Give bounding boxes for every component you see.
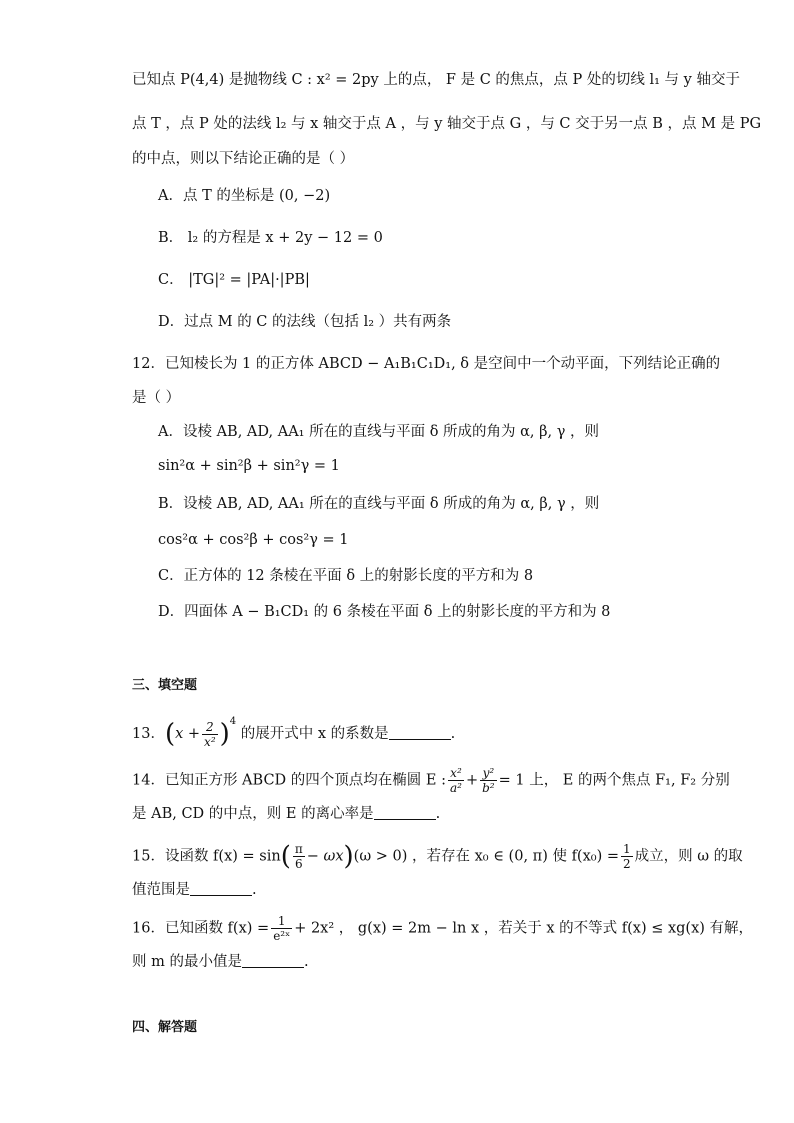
- q15-left-paren: (: [280, 841, 291, 872]
- q13-answer-blank[interactable]: [389, 725, 451, 740]
- q16-line2-text: 则 m 的最小值是: [132, 954, 242, 970]
- q15-pi-den: 6: [294, 857, 303, 871]
- q15-right-paren: ): [343, 841, 354, 872]
- q14-f1-den: a²: [449, 781, 462, 795]
- q14-plus: +: [465, 772, 479, 789]
- q12-option-a: A．设棱 AB, AD, AA₁ 所在的直线与平面 δ 所成的角为 α, β, γ ，则: [158, 424, 600, 440]
- q11-option-c: C． |TG|² = |PA|·|PB|: [158, 272, 310, 288]
- q15-line1: [132, 842, 743, 871]
- q15-pi-num: π: [294, 842, 303, 856]
- q12-option-d: D．四面体 A − B₁CD₁ 的 6 条棱在平面 δ 上的射影长度的平方和为 8: [158, 604, 611, 620]
- q15-half-num: 1: [623, 842, 631, 856]
- q13-post: 的展开式中 x 的系数是: [240, 726, 389, 742]
- q16-frac-num: 1: [277, 914, 286, 928]
- q11-option-b: B． l₂ 的方程是 x + 2y − 12 = 0: [158, 230, 383, 246]
- q12-option-b-formula: cos²α + cos²β + cos²γ = 1: [158, 532, 349, 548]
- q15-fraction-pi: [293, 842, 305, 871]
- q15-half-den: 2: [623, 857, 631, 871]
- q11-option-d: D．过点 M 的 C 的法线（包括 l₂ ）共有两条: [158, 314, 452, 330]
- q11-line1: 已知点 P(4,4) 是抛物线 C : x² = 2py 上的点， F 是 C 的焦点，点 P 处的切线 l₁ 与 y 轴交于: [132, 72, 740, 88]
- q14-end: .: [435, 806, 441, 822]
- q12-line1: 12．已知棱长为 1 的正方体 ABCD − A₁B₁C₁D₁, δ 是空间中一个动平面，下列结论正确的: [132, 356, 721, 372]
- q14-f2-num: y²: [482, 766, 495, 780]
- q14-line1: [132, 766, 730, 795]
- q13-left-paren: (: [164, 719, 176, 749]
- q11-option-a: A．点 T 的坐标是 (0, −2): [158, 188, 331, 204]
- q15-fraction-half: [621, 842, 633, 871]
- q15-line2-text: 值范围是: [132, 882, 190, 898]
- q11-line3: 的中点，则以下结论正确的是（ ）: [132, 151, 355, 167]
- q15-end: .: [252, 882, 257, 898]
- q16-post: + 2x² ， g(x) = 2m − ln x ，若关于 x 的不等式 f(x) ≤ xg(x) 有解，: [294, 920, 754, 937]
- q16-fraction: [271, 914, 292, 943]
- section-answer-title: 四、解答题: [132, 1020, 198, 1035]
- q13-end: .: [450, 726, 456, 742]
- q14-fraction-y: [480, 766, 497, 795]
- q12-line2: 是（ ）: [132, 390, 181, 406]
- q14-answer-blank[interactable]: [374, 805, 436, 820]
- q16-frac-den: e²ˣ: [273, 929, 291, 943]
- q14-line2: [132, 804, 440, 824]
- q16-end: .: [303, 954, 309, 970]
- q13-number: 13．: [132, 726, 165, 742]
- q13-pre: x +: [175, 726, 201, 742]
- q13: [132, 712, 455, 749]
- q16-line1: [132, 914, 753, 943]
- q16-pre: 16．已知函数 f(x) =: [132, 920, 270, 937]
- q15-answer-blank[interactable]: [190, 881, 252, 896]
- q12-option-a-formula: sin²α + sin²β + sin²γ = 1: [158, 458, 340, 474]
- q11-line2: 点 T ，点 P 处的法线 l₂ 与 x 轴交于点 A ，与 y 轴交于点 G ，与 C 交于另一点 B ，点 M 是 PG: [132, 116, 762, 132]
- q14-fraction-x: [448, 766, 464, 795]
- q15-pre: 15．设函数 f(x) = sin: [132, 848, 281, 865]
- q13-right-paren: ): [219, 719, 230, 749]
- q15-post: 成立，则 ω 的取: [634, 848, 743, 865]
- q14-post: = 1 上， E 的两个焦点 F₁, F₂ 分别: [498, 772, 730, 789]
- section-fill-in-title: 三、填空题: [132, 678, 198, 693]
- q15-mid: (ω > 0) ，若存在 x₀ ∈ (0, π) 使 f(x₀) =: [353, 848, 619, 865]
- q13-frac-den: x²: [204, 734, 216, 749]
- q14-f1-num: x²: [450, 766, 462, 780]
- q16-line2: [132, 952, 309, 972]
- q16-answer-blank[interactable]: [242, 953, 304, 968]
- q12-option-b: B．设棱 AB, AD, AA₁ 所在的直线与平面 δ 所成的角为 α, β, γ ，则: [158, 496, 600, 512]
- q13-fraction: [202, 720, 218, 749]
- q12-option-c: C．正方体的 12 条棱在平面 δ 上的射影长度的平方和为 8: [158, 568, 534, 584]
- q15-inner: − ωx: [306, 848, 344, 865]
- q14-line2-text: 是 AB, CD 的中点，则 E 的离心率是: [132, 806, 374, 822]
- q13-exponent: 4: [229, 716, 237, 727]
- q14-f2-den: b²: [482, 781, 495, 795]
- q13-frac-num: 2: [206, 719, 214, 734]
- q15-line2: [132, 880, 257, 900]
- q14-pre: 14．已知正方形 ABCD 的四个顶点均在椭圆 E :: [132, 772, 446, 789]
